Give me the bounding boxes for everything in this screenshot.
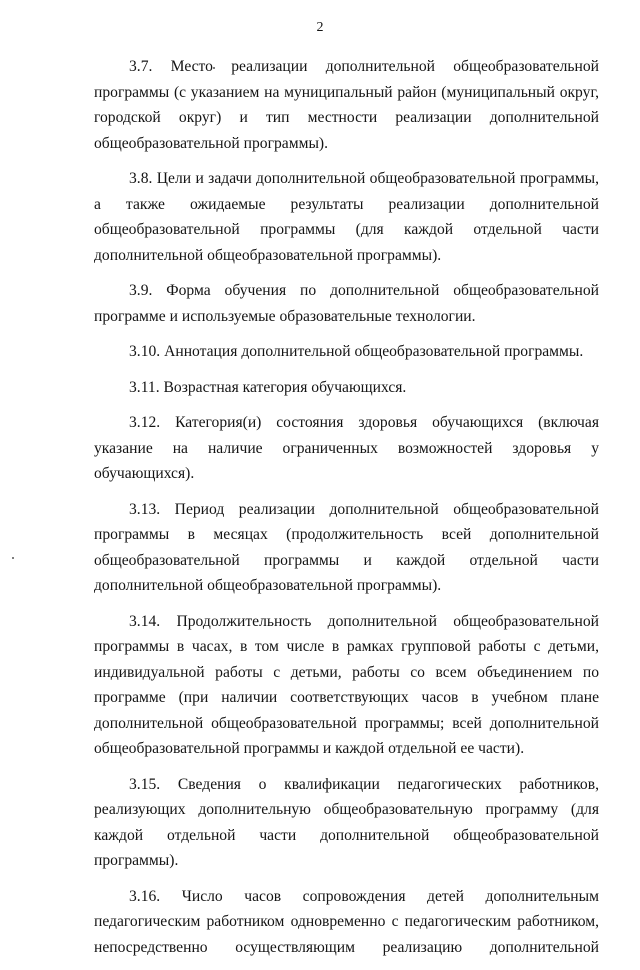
paragraph-3-16: 3.16. Число часов сопровождения детей дополнительным педагогическим работником одновременно с педагогическим работником, непосредственно осуществляющим реализацию дополнительной [94,887,599,956]
paragraph-3-12: 3.12. Категория(и) состояния здоровья обучающихся (включая указание на наличие ограниченных возможностей здоровья у обучающихся). [94,414,599,482]
page-number: 2 [316,20,324,35]
document-body [94,54,599,970]
paragraph-3-15: 3.15. Сведения о квалификации педагогических работников, реализующих дополнительную общеобразовательную программу (для каждой отдельной части дополнительной общеобразовательной программы). [94,775,599,869]
paragraph-3-10: 3.10. Аннотация дополнительной общеобразовательной программы. [129,343,584,360]
paragraph-3-14: 3.14. Продолжительность дополнительной общеобразовательной программы в часах, в том числе в рамках групповой работы с детьми, индивидуальной работы с детьми, работы со всем объединением по программе (при наличии соответствующих часов в учебном плане дополнительной общеобразовательной программы; всей дополнительной общеобразовательной программы и каждой отдельной ее части). [94,612,599,757]
paragraph-3-13: 3.13. Период реализации дополнительной общеобразовательной программы в месяцах (продолжительность всей дополнительной общеобразовательной программы и каждой отдельной части дополнительной общеобразовательной программы). [94,500,599,594]
paragraph-3-9: 3.9. Форма обучения по дополнительной общеобразовательной программе и используемые образовательные технологии. [94,282,599,325]
paragraph-3-8: 3.8. Цели и задачи дополнительной общеобразовательной программы, а также ожидаемые результаты реализации дополнительной общеобразовательной программы (для каждой отдельной части дополнительной общеобразовательной программы). [94,170,599,264]
paragraph-3-11: 3.11. Возрастная категория обучающихся. [129,378,407,396]
paragraph-3-7: 3.7. Место реализации дополнительной общеобразовательной программы (с указанием на муниципальный район (муниципальный округ, городской округ) и тип местности реализации дополнительной общеобразовательной программы). [94,58,599,152]
scan-speck [12,557,14,559]
